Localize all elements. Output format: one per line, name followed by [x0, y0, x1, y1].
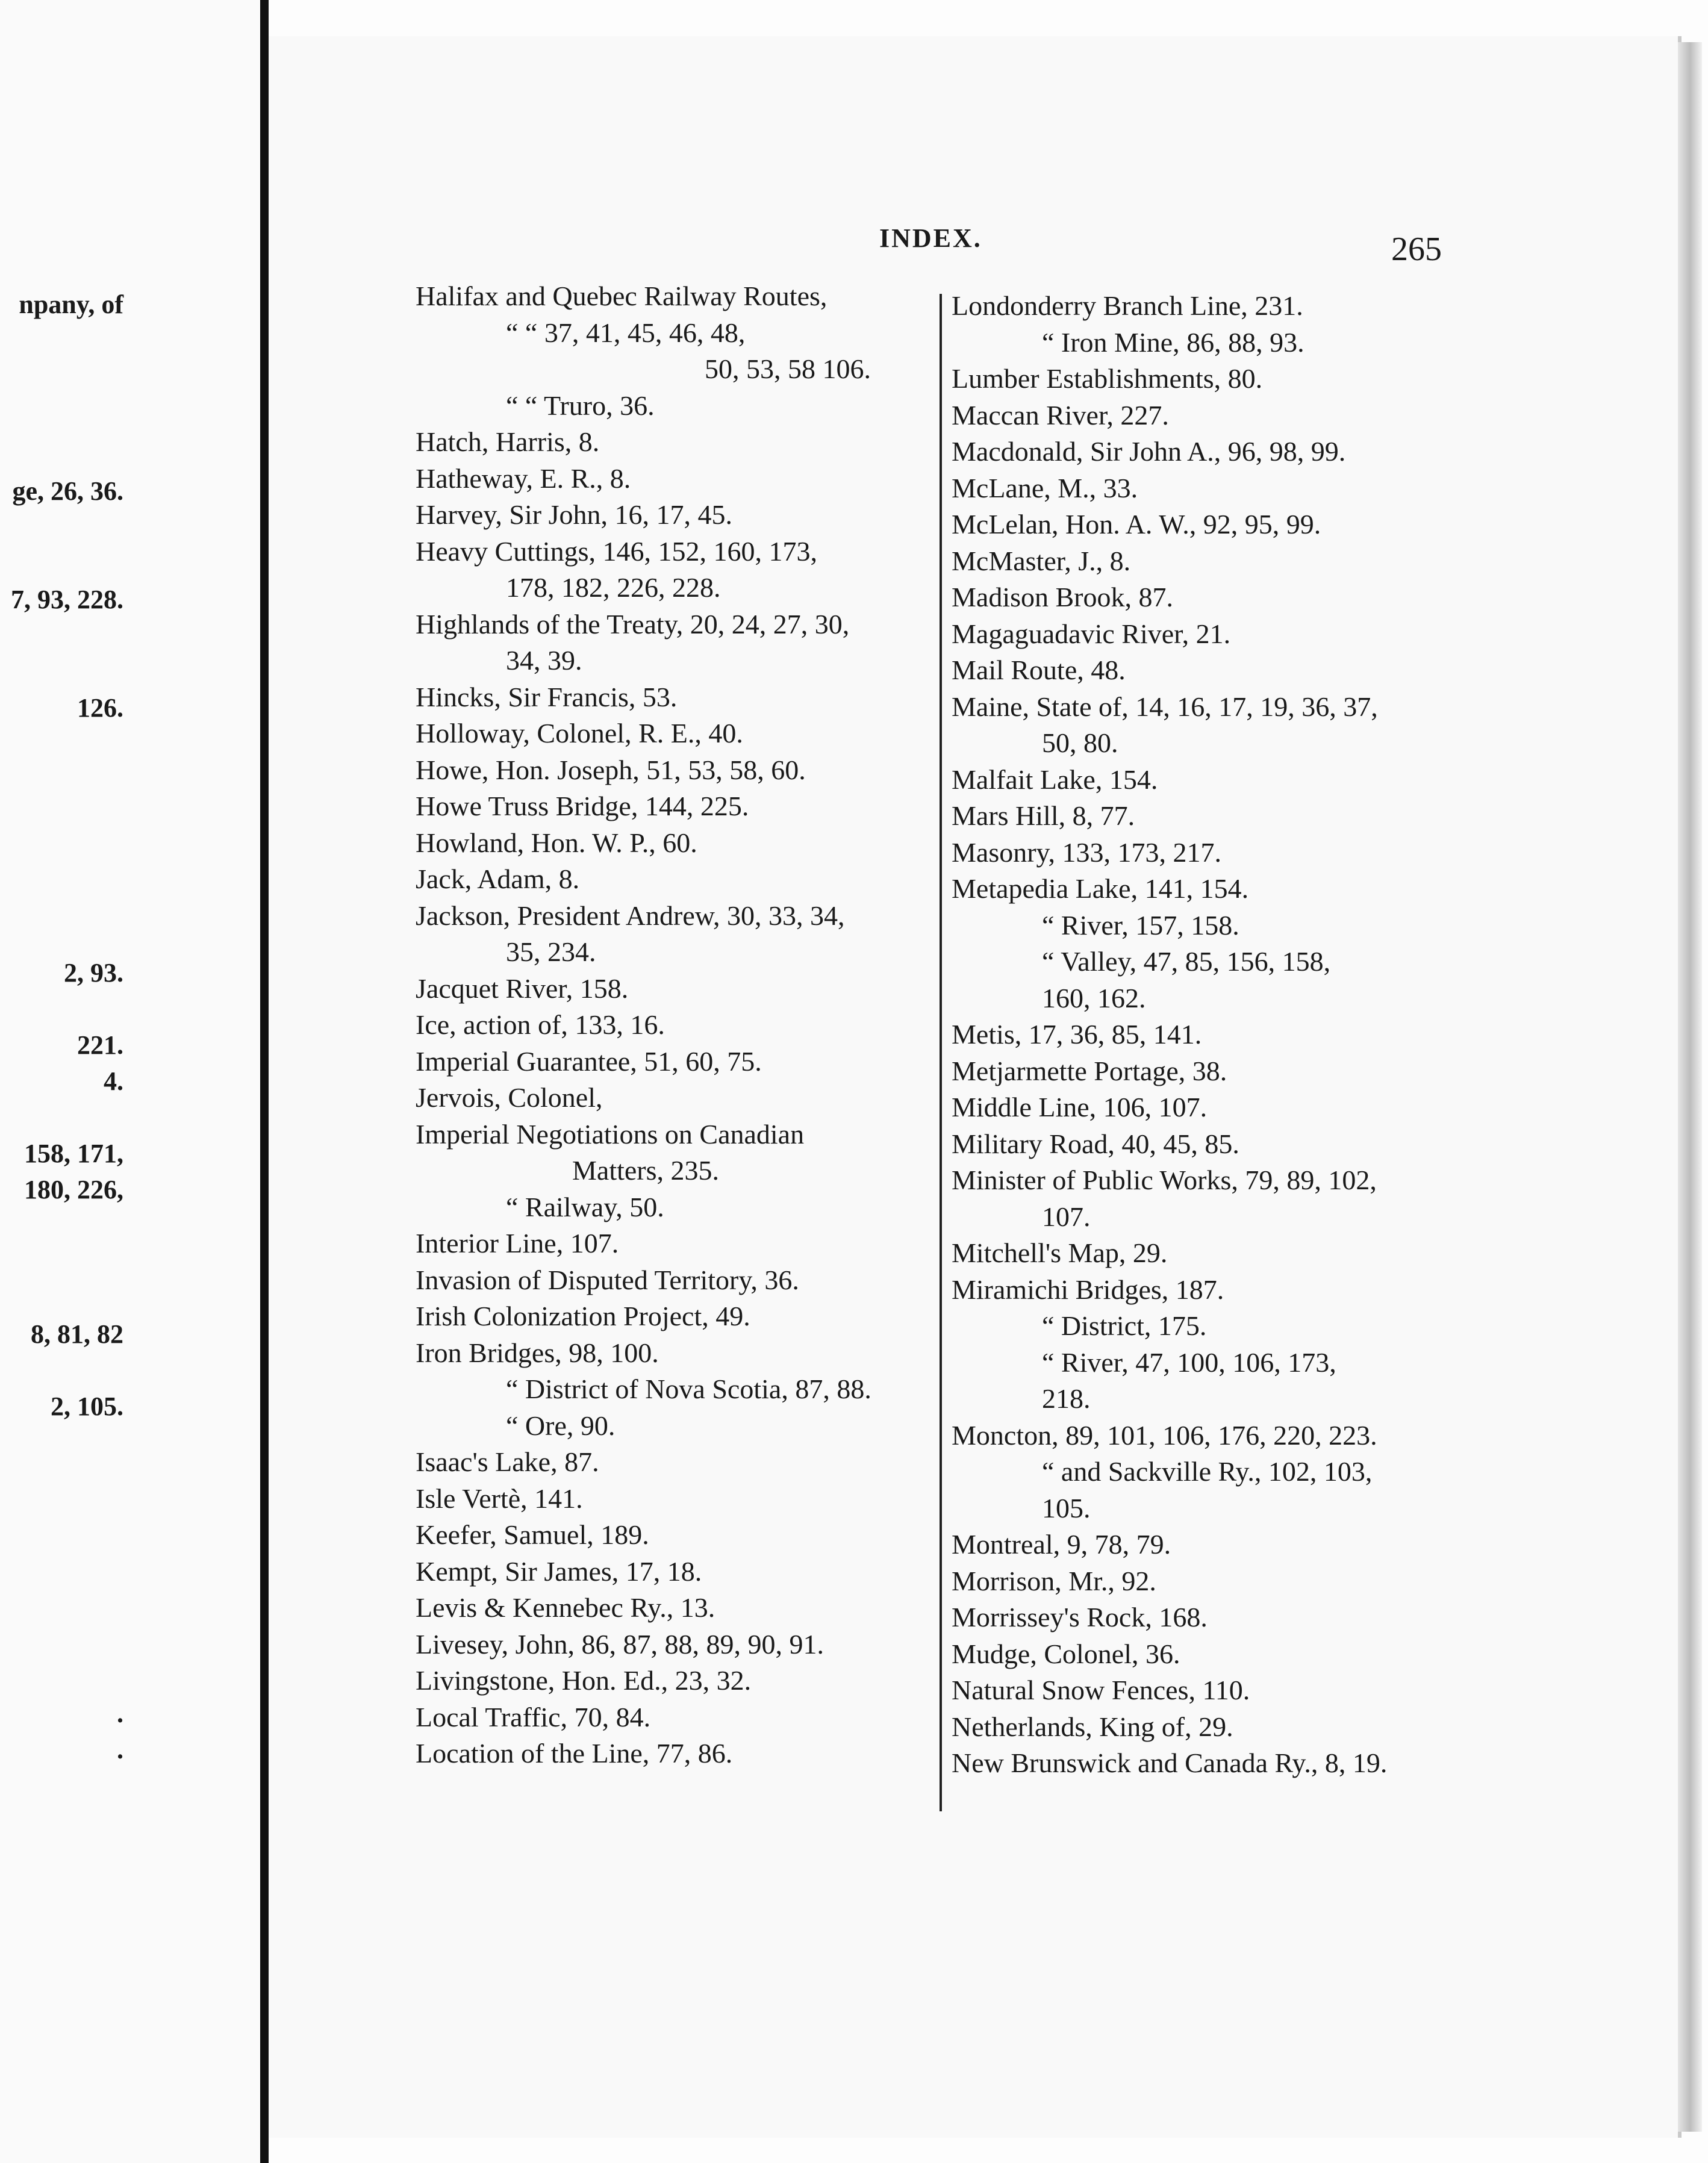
index-entry: Heavy Cuttings, 146, 152, 160, 173,	[416, 535, 817, 567]
index-entry: Middle Line, 106, 107.	[952, 1092, 1208, 1122]
index-entry: “ “ Truro, 36.	[506, 390, 655, 421]
left-page-fragment: 2, 105.	[51, 1392, 123, 1421]
index-entry: “ District of Nova Scotia, 87, 88.	[506, 1374, 871, 1404]
page-gutter	[260, 0, 269, 2163]
index-entry: “ Iron Mine, 86, 88, 93.	[1042, 326, 1304, 358]
index-entry: Malfait Lake, 154.	[952, 764, 1158, 795]
left-page-fragment: 2, 93.	[64, 958, 123, 988]
index-entry: Jack, Adam, 8.	[416, 864, 580, 894]
index-entry: 178, 182, 226, 228.	[506, 572, 721, 603]
index-entry: 50, 80.	[1042, 727, 1118, 758]
index-entry: Morrison, Mr., 92.	[952, 1565, 1156, 1596]
index-entry: Howe Truss Bridge, 144, 225.	[416, 791, 749, 821]
index-entry: “ Valley, 47, 85, 156, 158,	[1042, 946, 1331, 977]
index-entry: Masonry, 133, 173, 217.	[952, 836, 1222, 868]
index-entry: “ Ore, 90.	[506, 1410, 616, 1441]
left-page-fragment: 221.	[77, 1030, 123, 1060]
index-entry: Isaac's Lake, 87.	[416, 1446, 599, 1477]
index-entry: Imperial Guarantee, 51, 60, 75.	[416, 1045, 762, 1077]
index-entry: Mars Hill, 8, 77.	[952, 800, 1135, 831]
index-entry: Ice, action of, 133, 16.	[416, 1009, 665, 1040]
index-entry: 35, 234.	[506, 936, 596, 967]
index-entry: Mudge, Colonel, 36.	[952, 1638, 1180, 1669]
page-title: INDEX.	[879, 223, 982, 253]
index-entry: Highlands of the Treaty, 20, 24, 27, 30,	[416, 608, 850, 640]
index-entry: Magaguadavic River, 21.	[952, 618, 1231, 649]
left-page	[0, 0, 260, 2163]
index-entry: Iron Bridges, 98, 100.	[416, 1337, 659, 1368]
index-entry: Local Traffic, 70, 84.	[416, 1701, 651, 1732]
index-entry: Montreal, 9, 78, 79.	[952, 1529, 1171, 1560]
left-page-fragment: 180, 226,	[24, 1175, 123, 1204]
index-entry: Metis, 17, 36, 85, 141.	[952, 1019, 1202, 1050]
left-page-fragment: 4.	[104, 1066, 123, 1096]
index-entry: Mail Route, 48.	[952, 655, 1126, 685]
index-entry: 50, 53, 58 106.	[705, 353, 871, 384]
index-entry: McLane, M., 33.	[952, 472, 1138, 503]
index-entry: Interior Line, 107.	[416, 1228, 619, 1259]
index-entry: Keefer, Samuel, 189.	[416, 1519, 649, 1550]
index-entry: Metapedia Lake, 141, 154.	[952, 873, 1249, 904]
index-entry: Netherlands, King of, 29.	[952, 1711, 1233, 1742]
left-page-fragment: 7, 93, 228.	[11, 585, 123, 614]
index-entry: “ River, 157, 158.	[1042, 909, 1239, 941]
index-entry: Holloway, Colonel, R. E., 40.	[416, 718, 743, 748]
index-entry: Irish Colonization Project, 49.	[416, 1301, 750, 1331]
index-entry: Invasion of Disputed Territory, 36.	[416, 1264, 799, 1295]
index-entry: Imperial Negotiations on Canadian	[416, 1118, 805, 1150]
left-page-fragment: npany, of	[19, 290, 123, 319]
left-page-fragment: .	[117, 1735, 123, 1764]
left-page-fragment: 158, 171,	[24, 1139, 123, 1168]
index-entry: Location of the Line, 77, 86.	[416, 1738, 733, 1769]
index-entry: 34, 39.	[506, 645, 582, 676]
left-page-fragment: 8, 81, 82	[31, 1319, 123, 1349]
index-column-right	[952, 288, 1445, 1782]
index-entry: Isle Vertè, 141.	[416, 1483, 583, 1514]
index-entry: Livingstone, Hon. Ed., 23, 32.	[416, 1665, 752, 1696]
index-entry: 105.	[1042, 1492, 1091, 1523]
left-page-fragment: 126.	[77, 693, 123, 723]
index-entry: Hincks, Sir Francis, 53.	[416, 681, 678, 712]
index-entry: Matters, 235.	[572, 1155, 720, 1186]
index-entry: Howland, Hon. W. P., 60.	[416, 827, 697, 858]
index-column-left	[416, 278, 921, 1772]
index-entry: New Brunswick and Canada Ry., 8, 19.	[952, 1748, 1388, 1778]
page-edge	[1678, 42, 1702, 2132]
index-entry: 218.	[1042, 1383, 1091, 1414]
index-entry: “ and Sackville Ry., 102, 103,	[1042, 1456, 1373, 1487]
index-entry: Macdonald, Sir John A., 96, 98, 99.	[952, 436, 1346, 467]
index-entry: Metjarmette Portage, 38.	[952, 1055, 1227, 1086]
index-entry: McMaster, J., 8.	[952, 545, 1131, 576]
index-entry: 160, 162.	[1042, 982, 1146, 1013]
index-entry: Morrissey's Rock, 168.	[952, 1602, 1208, 1632]
page-number: 265	[1391, 231, 1442, 268]
index-entry: McLelan, Hon. A. W., 92, 95, 99.	[952, 509, 1321, 540]
left-page-fragment: .	[117, 1699, 123, 1728]
index-entry: Lumber Establishments, 80.	[952, 363, 1263, 394]
index-entry: Howe, Hon. Joseph, 51, 53, 58, 60.	[416, 754, 806, 785]
index-entry: Jacquet River, 158.	[416, 973, 629, 1004]
index-entry: “ River, 47, 100, 106, 173,	[1042, 1346, 1336, 1378]
column-divider	[940, 294, 942, 1811]
index-entry: Londonderry Branch Line, 231.	[952, 290, 1303, 321]
index-entry: Kempt, Sir James, 17, 18.	[416, 1555, 702, 1587]
index-entry: Levis & Kennebec Ry., 13.	[416, 1592, 715, 1623]
index-entry: Jackson, President Andrew, 30, 33, 34,	[416, 900, 845, 931]
index-entry: Maine, State of, 14, 16, 17, 19, 36, 37,	[952, 691, 1378, 722]
index-entry: “ District, 175.	[1042, 1310, 1207, 1341]
index-entry: Moncton, 89, 101, 106, 176, 220, 223.	[952, 1419, 1377, 1451]
index-entry: Natural Snow Fences, 110.	[952, 1675, 1250, 1705]
index-entry: Maccan River, 227.	[952, 399, 1169, 431]
index-entry: Jervois, Colonel,	[416, 1082, 603, 1113]
index-entry: Hatch, Harris, 8.	[416, 426, 600, 457]
index-entry: Hatheway, E. R., 8.	[416, 462, 631, 494]
index-entry: Miramichi Bridges, 187.	[952, 1274, 1224, 1305]
index-entry: “ Railway, 50.	[506, 1191, 664, 1222]
index-entry: 107.	[1042, 1201, 1091, 1232]
index-entry: Livesey, John, 86, 87, 88, 89, 90, 91.	[416, 1628, 824, 1660]
index-entry: Madison Brook, 87.	[952, 582, 1173, 612]
index-entry: Military Road, 40, 45, 85.	[952, 1128, 1239, 1159]
left-page-fragment: ge, 26, 36.	[12, 476, 123, 506]
index-entry: “ “ 37, 41, 45, 46, 48,	[506, 317, 746, 348]
index-entry: Mitchell's Map, 29.	[952, 1237, 1168, 1268]
index-entry: Minister of Public Works, 79, 89, 102,	[952, 1165, 1377, 1195]
index-entry: Halifax and Quebec Railway Routes,	[416, 281, 828, 311]
index-entry: Harvey, Sir John, 16, 17, 45.	[416, 499, 732, 530]
